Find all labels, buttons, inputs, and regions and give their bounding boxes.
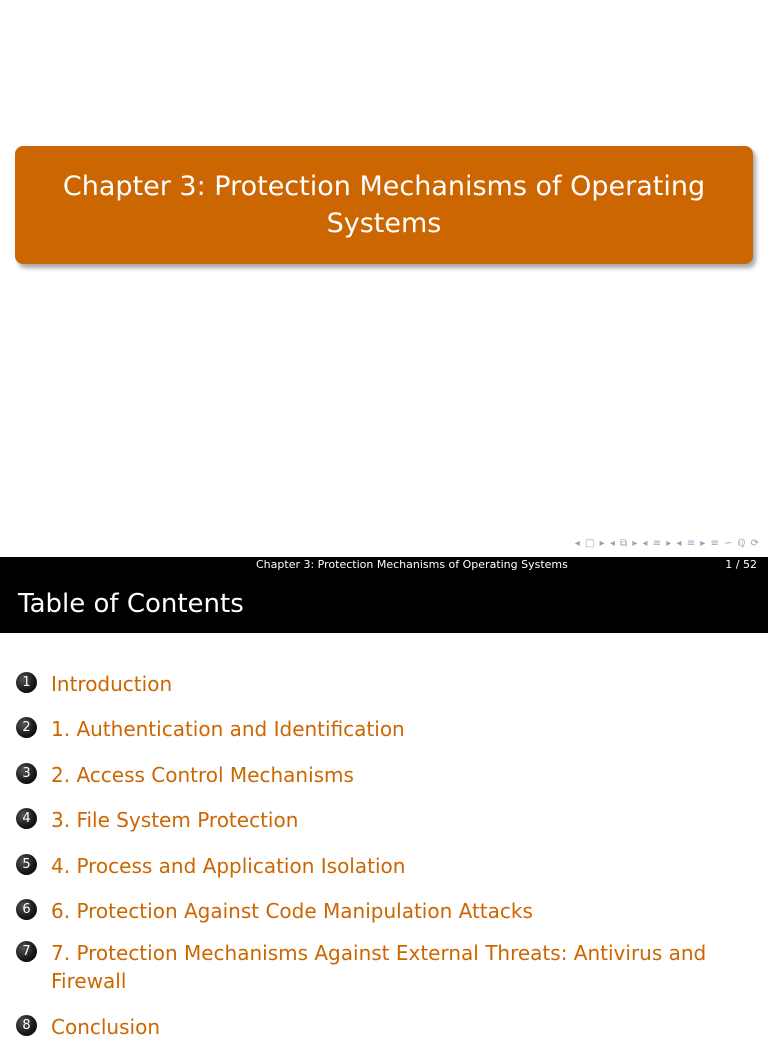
toc-item[interactable] — [16, 939, 736, 995]
section-number-ball: 6 — [16, 899, 37, 920]
toc-link[interactable]: 3. File System Protection — [51, 808, 299, 832]
toc-item[interactable] — [16, 761, 736, 789]
section-number-ball: 3 — [16, 763, 37, 784]
section-number-ball: 5 — [16, 854, 37, 875]
toc-link[interactable]: 7. Protection Mechanisms Against External Threats: Antivirus and Firewall — [51, 941, 707, 993]
toc-link[interactable]: 6. Protection Against Code Manipulation Attacks — [51, 899, 533, 923]
frame-title: Table of Contents — [18, 589, 244, 619]
toc-item[interactable] — [16, 806, 736, 834]
section-number-ball: 8 — [16, 1015, 37, 1036]
toc-item[interactable] — [16, 670, 736, 698]
toc-item[interactable] — [16, 1013, 736, 1041]
toc-link[interactable]: 1. Authentication and Identification — [51, 717, 405, 741]
footer-bar — [0, 557, 768, 574]
toc-link[interactable]: 2. Access Control Mechanisms — [51, 763, 354, 787]
section-number-ball: 7 — [16, 941, 37, 962]
toc-item[interactable] — [16, 715, 736, 743]
footer-title: Chapter 3: Protection Mechanisms of Operating Systems — [256, 558, 568, 571]
toc-link[interactable]: Introduction — [51, 672, 173, 696]
section-number-ball: 4 — [16, 808, 37, 829]
beamer-navigation-bar[interactable]: ◂ □ ▸ ◂ ⧉ ▸ ◂ ≡ ▸ ◂ ≡ ▸ ≡ ∽ ℚ ⟳ — [574, 538, 760, 549]
frame-header — [0, 574, 768, 633]
toc-link[interactable]: Conclusion — [51, 1015, 160, 1039]
toc-item[interactable] — [16, 897, 736, 925]
section-number-ball: 2 — [16, 717, 37, 738]
toc-link[interactable]: 4. Process and Application Isolation — [51, 854, 406, 878]
page-number: 1 / 52 — [725, 558, 757, 571]
slide-title: Chapter 3: Protection Mechanisms of Operating Systems — [62, 171, 706, 239]
section-number-ball: 1 — [16, 672, 37, 693]
title-block — [15, 146, 753, 264]
toc-item[interactable] — [16, 852, 736, 880]
